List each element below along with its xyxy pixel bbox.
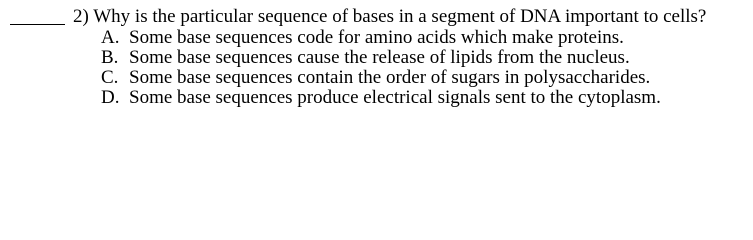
option-c[interactable] [101, 68, 661, 88]
option-text: Some base sequences cause the release of lipids from the nucleus. [129, 47, 630, 68]
question-text: Why is the particular sequence of bases in a segment of DNA important to cells? [93, 6, 707, 27]
option-b[interactable] [101, 48, 661, 68]
option-text: Some base sequences code for amino acids which make proteins. [129, 27, 624, 48]
answer-blank[interactable] [10, 24, 65, 25]
option-text: Some base sequences produce electrical signals sent to the cytoplasm. [129, 87, 661, 108]
question-number: 2) [73, 6, 89, 27]
option-d[interactable] [101, 88, 661, 108]
option-letter: C. [101, 67, 119, 88]
option-a[interactable] [101, 28, 661, 48]
answer-options [101, 28, 661, 108]
option-letter: D. [101, 87, 120, 108]
option-letter: B. [101, 47, 119, 68]
question-stem [73, 6, 706, 28]
option-letter: A. [101, 27, 120, 48]
option-text: Some base sequences contain the order of sugars in polysaccharides. [129, 67, 651, 88]
